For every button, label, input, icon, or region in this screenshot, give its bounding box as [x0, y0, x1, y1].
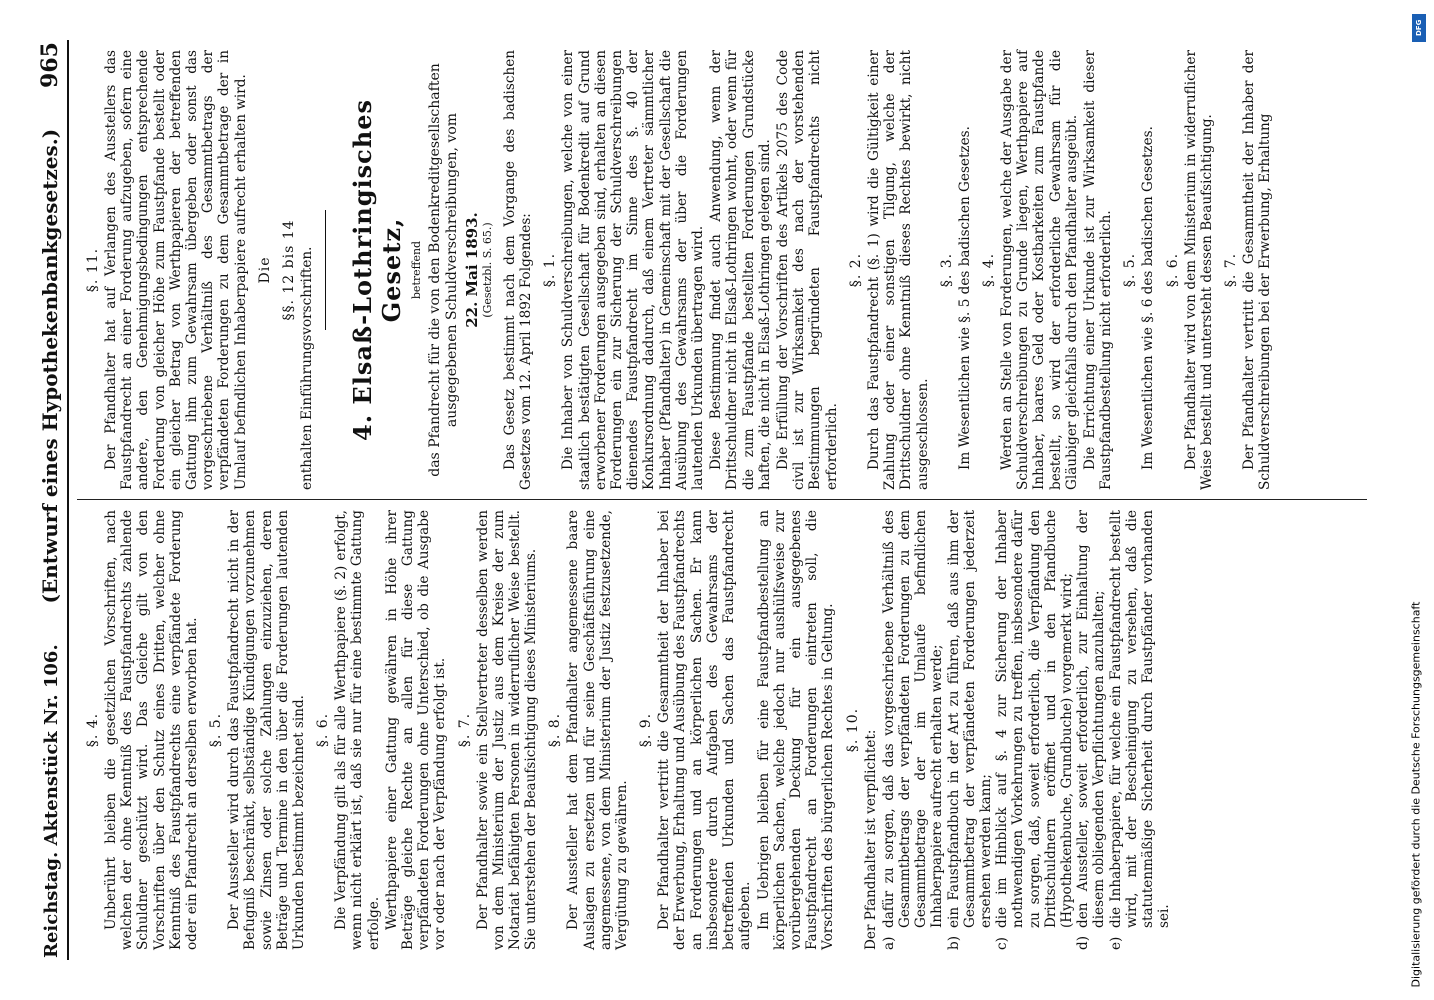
section-heading: §. 3. [938, 252, 955, 288]
paragraph: Werthpapiere einer Gattung gewähren in Höhe ihrer Beträge gleiche Rechte an allen für diese Gattung verpfändeten Forderungen ohne Unterschied, ob die Ausgabe vor oder nach der Verpfändung erfolgt ist. [383, 510, 449, 950]
list-item-text: ein Faustpfandbuch in der Art zu führen, daß aus ihm der Gesammtbetrag der verpfändeten Forderungen jederzeit ersehen werden kann; [945, 510, 994, 928]
header-middle: (Entwurf eines Hypothekenbankgesetzes.) [38, 128, 62, 604]
paragraph: Der Pfandhalter sowie ein Stellvertreter desselben werden von dem Ministerium der Justiz aus dem Kreise der zum Notariat befähigten Personen in widerruflicher Weise bestellt. Sie unterstehen der Beaufsichtigung dieses Ministeriums. [474, 510, 540, 950]
list-item-label: a) [880, 936, 897, 950]
paragraph: Die Inhaber von Schuldverschreibungen, welche von einer staatlich bestätigten Gesellschaft für Bodenkredit auf Grund erworbener Forderungen ausgegeben sind, erhalten an diesen Forderungen ein zur Sicherung der Schuldverschreibungen dienendes Faustpfandrecht im Sinne des §. 40 der Konkursordnung dadurch, daß einem Vertreter sämmtlicher Inhaber (Pfandhalter) in Gemeinschaft mit der Gesellschaft die Ausübung des Gewahrsams der über die Forderungen lautenden Urkunden übertragen wird. [560, 50, 707, 490]
paragraph: Der Pfandhalter vertritt die Gesammtheit der Inhaber bei der Erwerbung, Erhaltung und Ausübung des Faustpfandrechts an Forderungen und an körperlichen Sachen. Er kann insbesondere durch Aufgaben des Gewahrsams der betreffenden Urkunden und Sachen das Faustpfandrecht aufgeben. [656, 510, 754, 950]
law-subtitle: betreffend [410, 240, 424, 300]
law-rule [325, 210, 326, 330]
paragraph: Der Aussteller wird durch das Faustpfandrecht nicht in der Befugniß beschränkt, selbständige Kündigungen vorzunehmen sowie Zinsen oder solche Zahlungen einzuziehen, deren Beträge und Termine in den über die Forderungen lautenden Urkunden bestimmt bezeichnet sind. [226, 510, 308, 950]
section-heading: §. 2. [847, 252, 864, 288]
list-item-label: c) [994, 937, 1011, 950]
paragraph: Unberührt bleiben die gesetzlichen Vorschriften, nach welchen der ohne Kenntniß des Faustpfandrechts zahlende Schuldner geschützt wird. Das Gleiche gilt von den Vorschriften über den Schutz eines Dritten, welcher ohne Kenntniß des Faustpfandrechts eine verpfändete Forderung oder ein Pfandrecht an derselben erworben hat. [103, 510, 201, 950]
section-heading: §. 5. [208, 712, 225, 748]
page-header [33, 40, 69, 960]
section-heading: §. 6. [315, 712, 332, 748]
paragraph: enthalten Einführungsvorschriften. [298, 246, 315, 490]
section-heading: Die [256, 256, 273, 284]
section-heading: §. 9. [638, 712, 655, 748]
header-left: Reichstag. Aktenstück Nr. 106. [41, 644, 62, 958]
paragraph: Das Gesetz bestimmt nach dem Vorgange des badischen Gesetzes vom 12. April 1892 Folgendes: [502, 50, 535, 490]
page-number: 965 [37, 42, 63, 88]
two-column-body [69, 40, 1367, 960]
section-heading: §. 7. [456, 712, 473, 748]
paragraph: Im Uebrigen bleiben für eine Faustpfandbestellung an körperlichen Sachen, welche jedoch nur aushülfsweise zur vorübergehenden Deckung für ein ausgegebenes Faustpfandrecht an Forderungen eintreten soll, die Vorschriften des bürgerlichen Rechtes in Geltung. [755, 510, 837, 950]
list-item-label: d) [1075, 935, 1092, 950]
section-heading: §. 4. [85, 712, 101, 748]
list-item-text: die im Hinblick auf §. 4 zur Sicherung der Inhaber nothwendigen Vorkehrungen zu treffen, insbesondere dafür zu sorgen, daß, soweit erforderlich, die Verpfändung den Drittschuldnern eröffnet und in den Pfandbuche (Hypothekenbuche, Grundbuche) vorgemerkt wird; [994, 510, 1075, 928]
paragraph: Im Wesentlichen wie §. 5 des badischen Gesetzes. [956, 126, 973, 470]
section-heading: §. 6. [1164, 252, 1181, 288]
paragraph: Der Pfandhalter ist verpflichtet: [862, 729, 879, 950]
list-item [1075, 510, 1107, 950]
list-item-text: die Inhaberpapiere, für welche ein Faustpfandrecht bestellt wird, mit der Bescheinigung zu versehen, daß die statutenmäßige Sicherheit durch Faustpfänder vorhanden sei. [1107, 510, 1173, 928]
law-description: das Pfandrecht für die von den Bodenkreditgesellschaften ausgegebenen Schuldverschreibungen, vom [427, 63, 461, 477]
list-item [946, 510, 995, 950]
left-column [77, 500, 1367, 960]
law-date: 22. Mai 1893. [463, 212, 482, 328]
section-heading: §. 5. [1122, 252, 1139, 288]
section-heading: §§. 12 bis 14 [280, 219, 297, 321]
dfg-logo-icon: DFG [1412, 14, 1426, 42]
section-heading: §. 8. [547, 712, 564, 748]
section-heading: §. 10. [844, 707, 861, 753]
list-item-label: e) [1107, 936, 1124, 950]
section-heading: §. 4. [980, 252, 997, 288]
paragraph: Durch das Faustpfandrecht (§. 1) wird die Gültigkeit einer Zahlung oder einer sonstigen Tilgung, welche der Drittschuldner ohne Kenntniß dieses Rechtes bewirkt, nicht ausgeschlossen. [865, 50, 931, 490]
paragraph: Der Pfandhalter hat auf Verlangen des Ausstellers das Faustpfandrecht an einer Forderung aufzugeben, sofern eine andere, den Genehmigungsbedingungen entsprechende Forderung von gleicher Höhe zum Faustpfande bestellt oder ein gleicher Betrag von Werthpapieren der betreffenden Gattung ihm zum Gewahrsam übergeben oder sonst das vorgeschriebene Verhältniß des Gesammtbetrags der verpfändeten Forderungen zu dem Gesammtbetrage der in Umlauf befindlichen Inhaberpapiere aufrecht erhalten wird. [103, 50, 249, 490]
list-item [994, 510, 1075, 950]
paragraph: Der Pfandhalter vertritt die Gesammtheit der Inhaber der Schuldverschreibungen bei der Erwerbung, Erhaltung [1240, 50, 1274, 490]
dfg-stamp-text: Digitalisierung gefördert durch die Deutsche Forschungsgemeinschaft [1409, 601, 1423, 988]
paragraph: Der Pfandhalter wird von dem Ministerium in widerruflicher Weise bestellt und untersteht dessen Beaufsichtigung. [1182, 50, 1215, 490]
rotated-document-page [25, 30, 1385, 970]
paragraph: Die Verpfändung gilt als für alle Werthpapiere (§. 2) erfolgt, wenn nicht erklärt ist, daß sie nur für eine bestimmte Gattung erfolge. [333, 510, 382, 950]
section-heading: §. 1. [542, 252, 559, 288]
section-heading: §. 11. [85, 247, 101, 293]
list-item-text: dafür zu sorgen, daß das vorgeschriebene Verhältniß des Gesammtbetrags der verpfändeten Forderungen zu dem Gesammtbetrage der im Umlaufe befindlichen Inhaberpapiere aufrecht erhalten werde; [880, 510, 946, 928]
dfg-stamp [1406, 6, 1432, 996]
paragraph: Die Erfüllung der Vorschriften des Artikels 2075 des Code civil ist zur Wirksamkeit des nach der vorstehenden Bestimmungen begründeten Faustpfandrechts nicht erforderlich. [775, 50, 840, 490]
paragraph: Die Errichtung einer Urkunde ist zur Wirksamkeit dieser Faustpfandbestellung nicht erforderlich. [1081, 50, 1115, 490]
law-reference: (Gesetzbl. S. 65.) [481, 222, 495, 318]
list-item [1108, 510, 1173, 950]
section-heading: §. 7. [1222, 252, 1239, 288]
list-item-label: b) [945, 935, 962, 950]
paragraph: Im Wesentlichen wie §. 6 des badischen Gesetzes. [1140, 126, 1157, 470]
law-number: 4. Elsaß-Lothringisches Gesetz, [348, 99, 407, 441]
paragraph: Der Aussteller hat dem Pfandhalter angemessene baare Auslagen zu ersetzen und für seine Geschäftsführung eine angemessene, von dem Ministerium der Justiz festzusetzende, Vergütung zu gewähren. [565, 510, 631, 950]
column-divider [77, 499, 1367, 500]
paragraph: Werden an Stelle von Forderungen, welche der Ausgabe der Schuldverschreibungen zu Grunde liegen, Werthpapiere auf Inhaber, baares Geld oder Kostbarkeiten zum Faustpfande bestellt, so wird der erforderliche Gewahrsam für die Gläubiger gleichfalls durch den Pfandhalter ausgeübt. [998, 50, 1080, 490]
right-column [77, 40, 1367, 500]
law-title-block [325, 50, 494, 490]
list-item [881, 510, 946, 950]
paragraph: Diese Bestimmung findet auch Anwendung, wenn der Drittschuldner nicht in Elsaß-Lothringen wohnt, oder wenn für die zum Faustpfande bestellten Forderungen Grundstücke haften, die nicht in Elsaß-Lothringen gelegen sind. [708, 50, 773, 490]
list-item-text: den Aussteller, soweit erforderlich, zur Einhaltung der diesem obliegenden Verpflichtungen anzuhalten; [1075, 510, 1108, 928]
